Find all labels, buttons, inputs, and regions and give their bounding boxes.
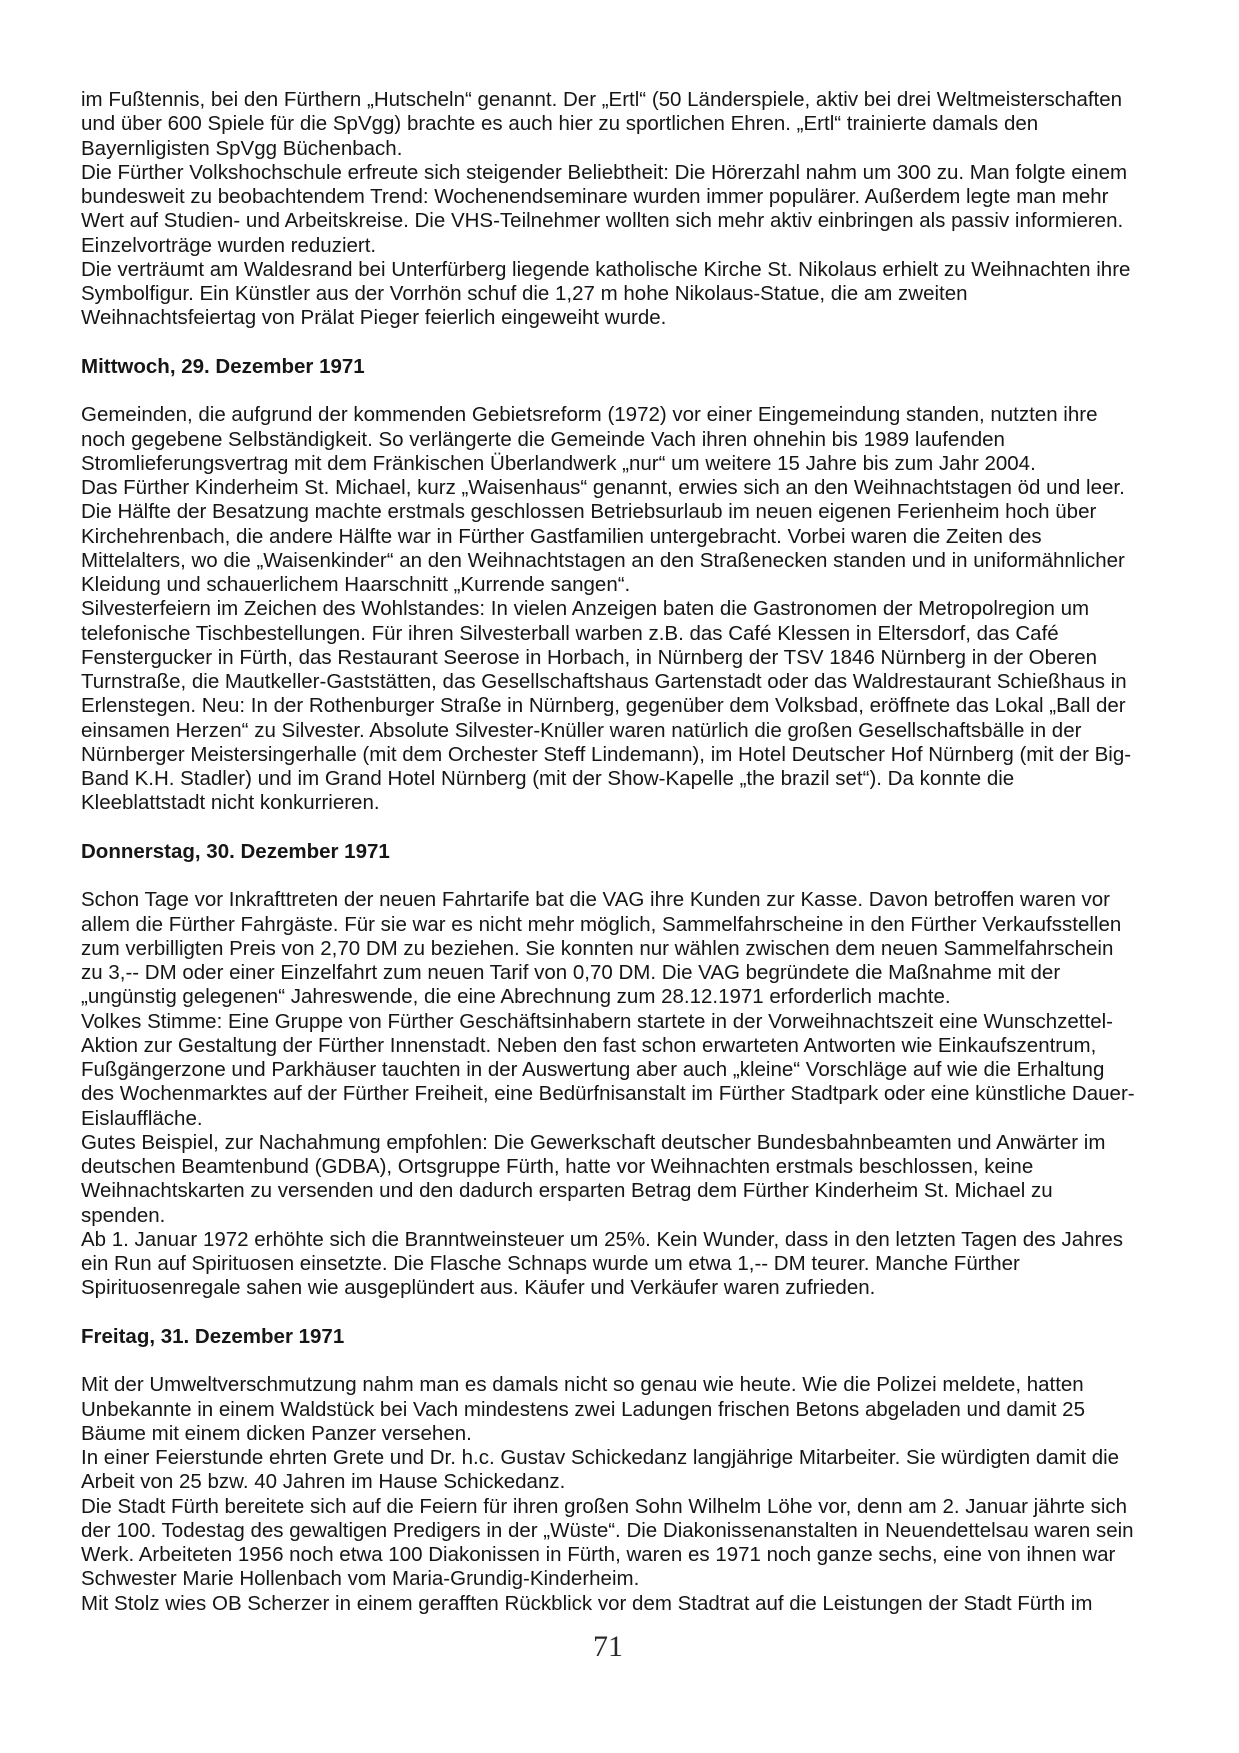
body-paragraph: Die Stadt Fürth bereitete sich auf die Feiern für ihren großen Sohn Wilhelm Löhe vor, denn am 2. Januar jährte sich der 100. Todestag des gewaltigen Predigers in der „Wüste“. Die Diakonissenanstalten in Neuendettelsau waren sein Werk. Arbeiteten 1956 noch etwa 100 Diakonissen in Fürth, waren es 1971 noch ganze sechs, eine von ihnen war Schwester Marie Hollenbach vom Maria-Grundig-Kinderheim. <box>81 1494 1134 1591</box>
body-paragraph: Die verträumt am Waldesrand bei Unterfürberg liegende katholische Kirche St. Nikolaus erhielt zu Weihnachten ihre Symbolfigur. Ein Künstler aus der Vorrhön schuf die 1,27 m hohe Nikolaus-Statue, die am zweiten Weihnachtsfeiertag von Prälat Pieger feierlich eingeweiht wurde. <box>81 257 1131 330</box>
body-paragraph: Die Fürther Volkshochschule erfreute sich steigender Beliebtheit: Die Hörerzahl nahm um 300 zu. Man folgte einem bundesweit zu beobachtendem Trend: Wochenendseminare wurden immer populärer. Außerdem legte man mehr Wert auf Studien- und Arbeitskreise. Die VHS-Teilnehmer wollten sich mehr aktiv einbringen als passiv informieren. Einzelvorträge wurden reduziert. <box>81 160 1128 257</box>
body-paragraph: Schon Tage vor Inkrafttreten der neuen Fahrtarife bat die VAG ihre Kunden zur Kasse. Davon betroffen waren vor allem die Fürther Fahrgäste. Für sie war es nicht mehr möglich, Sammelfahrscheine in den Fürther Verkaufsstellen zum verbilligten Preis von 2,70 DM zu beziehen. Sie konnten nur wählen zwischen dem neuen Sammelfahrschein zu 3,-- DM oder einer Einzelfahrt zum neuen Tarif von 0,70 DM. Die VAG begründete die Maßnahme mit der „ungünstig gelegenen“ Jahreswende, die eine Abrechnung zum 28.12.1971 erforderlich machte. <box>81 888 1122 1009</box>
body-paragraph: Mit Stolz wies OB Scherzer in einem gerafften Rückblick vor dem Stadtrat auf die Leistungen der Stadt Fürth im <box>81 1591 1093 1615</box>
body-paragraph: In einer Feierstunde ehrten Grete und Dr. h.c. Gustav Schickedanz langjährige Mitarbeiter. Sie würdigten damit die Arbeit von 25 bzw. 40 Jahren im Hause Schickedanz. <box>81 1446 1120 1494</box>
body-paragraph: Volkes Stimme: Eine Gruppe von Fürther Geschäftsinhabern startete in der Vorweihnachtszeit eine Wunschzettel-Aktion zur Gestaltung der Fürther Innenstadt. Neben den fast schon erwarteten Antworten wie Einkaufszentrum, Fußgängerzone und Parkhäuser tauchten in der Auswertung aber auch „kleine“ Vorschläge auf wie die Erhaltung des Wochenmarktes auf der Fürther Freiheit, eine Bedürfnisanstalt im Fürther Stadtpark oder eine künstliche Dauer-Eislauffläche. <box>81 1009 1135 1130</box>
body-paragraph: Gemeinden, die aufgrund der kommenden Gebietsreform (1972) vor einer Eingemeindung standen, nutzten ihre noch gegebene Selbständigkeit. So verlängerte die Gemeinde Vach ihren ohnehin bis 1989 laufenden Stromlieferungsvertrag mit dem Fränkischen Überlandwerk „nur“ um weitere 15 Jahre bis zum Jahr 2004. <box>81 403 1098 475</box>
body-paragraph: Mit der Umweltverschmutzung nahm man es damals nicht so genau wie heute. Wie die Polizei meldete, hatten Unbekannte in einem Waldstück bei Vach mindestens zwei Ladungen frischen Betons abgeladen und damit 25 Bäume mit einem dicken Panzer versehen. <box>81 1373 1085 1445</box>
body-paragraph: Silvesterfeiern im Zeichen des Wohlstandes: In vielen Anzeigen baten die Gastronomen der Metropolregion um telefonische Tischbestellungen. Für ihren Silvesterball warben z.B. das Café Klessen in Eltersdorf, das Café Fenstergucker in Fürth, das Restaurant Seerose in Horbach, in Nürnberg der TSV 1846 Nürnberg in der Oberen Turnstraße, die Mautkeller-Gaststätten, das Gesellschaftshaus Gartenstadt oder das Waldrestaurant Schießhaus in Erlenstegen. Neu: In der Rothenburger Straße in Nürnberg, gegenüber dem Volksbad, eröffnete das Lokal „Ball der einsamen Herzen“ zu Silvester. Absolute Silvester-Knüller waren natürlich die großen Gesellschaftsbälle in der Nürnberger Meistersingerhalle (mit dem Orchester Steff Lindemann), im Hotel Deutscher Hof Nürnberg (mit der Big-Band K.H. Stadler) und im Grand Hotel Nürnberg (mit der Show-Kapelle „the brazil set“). Da konnte die Kleeblattstadt nicht konkurrieren. <box>81 597 1132 815</box>
page-number: 71 <box>593 1629 623 1663</box>
body-paragraph: Gutes Beispiel, zur Nachahmung empfohlen: Die Gewerkschaft deutscher Bundesbahnbeamten und Anwärter im deutschen Beamtenbund (GDBA), Ortsgruppe Fürth, hatte vor Weihnachten erstmals beschlossen, keine Weihnachtskarten zu versenden und den dadurch ersparten Betrag dem Fürther Kinderheim St. Michael zu spenden. <box>81 1130 1106 1227</box>
body-paragraph: Ab 1. Januar 1972 erhöhte sich die Branntweinsteuer um 25%. Kein Wunder, dass in den letzten Tagen des Jahres ein Run auf Spirituosen einsetzte. Die Flasche Schnaps wurde um etwa 1,-- DM teurer. Manche Fürther Spirituosenregale sahen wie ausgeplündert aus. Käufer und Verkäufer waren zufrieden. <box>81 1227 1123 1300</box>
body-paragraph: im Fußtennis, bei den Fürthern „Hutscheln“ genannt. Der „Ertl“ (50 Länderspiele, aktiv bei drei Weltmeisterschaften und über 600 Spiele für die SpVgg) brachte es auch hier zu sportlichen Ehren. „Ertl“ trainierte damals den Bayernligisten SpVgg Büchenbach. <box>81 88 1123 160</box>
body-paragraph: Das Fürther Kinderheim St. Michael, kurz „Waisenhaus“ genannt, erwies sich an den Weihnachtstagen öd und leer. Die Hälfte der Besatzung machte erstmals geschlossen Betriebsurlaub im neuen eigenen Ferienheim hoch über Kirchehrenbach, die andere Hälfte war in Fürther Gastfamilien untergebracht. Vorbei waren die Zeiten des Mittelalters, wo die „Waisenkinder“ an den Weihnachtstagen an den Straßenecken standen und in uniformähnlicher Kleidung und schauerlichem Haarschnitt „Kurrende sangen“. <box>81 476 1125 596</box>
section-heading-mittwoch: Mittwoch, 29. Dezember 1971 <box>81 354 365 378</box>
section-heading-donnerstag: Donnerstag, 30. Dezember 1971 <box>81 839 390 863</box>
section-heading-freitag: Freitag, 31. Dezember 1971 <box>81 1324 345 1348</box>
